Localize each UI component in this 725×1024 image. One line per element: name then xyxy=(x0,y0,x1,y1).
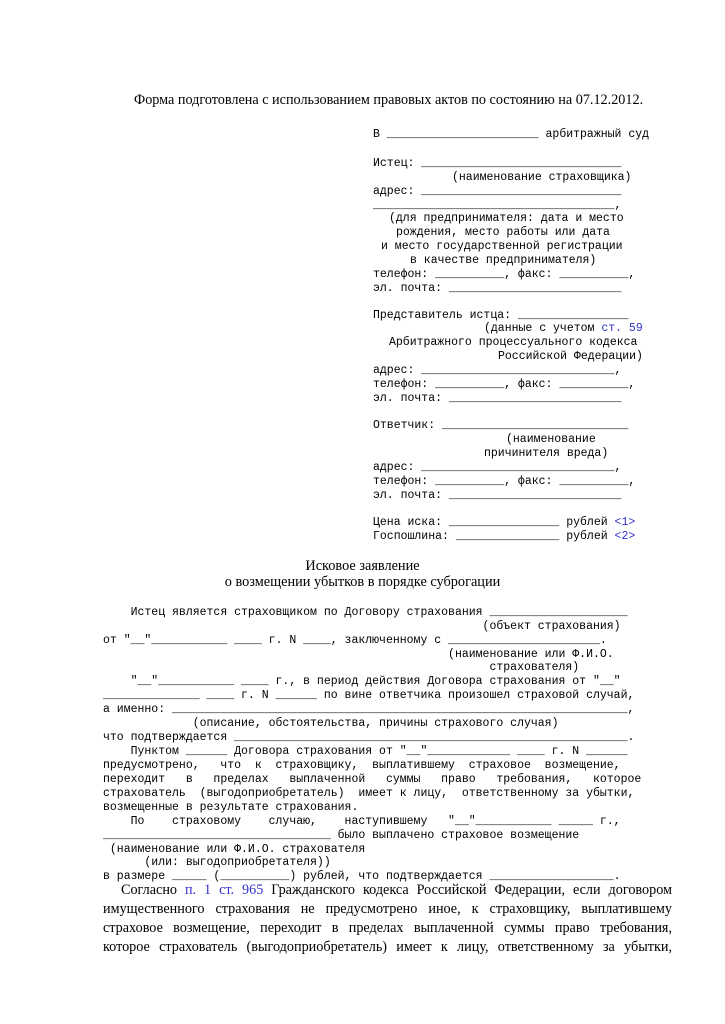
article-965-link[interactable]: п. 1 ст. 965 xyxy=(184,882,264,898)
defendant-caption: причинителя вреда) xyxy=(484,447,609,460)
body-line: (описание, обстоятельства, причины страхового случая) xyxy=(103,717,559,730)
paragraph-line: страховое возмещение, переходит в пределах выплаченной суммы право требования, xyxy=(103,920,672,936)
claim-price-line: Цена иска: ________________ рублей <1> xyxy=(373,516,636,529)
entrepreneur-note: (для предпринимателя: дата и место xyxy=(389,212,624,225)
body-line: (объект страхования) xyxy=(103,620,621,633)
body-line: страхователь (выгодоприобретатель) имеет к лицу, ответственному за убытки, xyxy=(103,787,635,800)
body-line: Пунктом ______ Договора страхования от "__"____________ ____ г. N ______ xyxy=(103,745,628,758)
plaintiff-line: Истец: _____________________________ xyxy=(373,157,622,170)
body-line: (наименование или Ф.И.О. страхователя xyxy=(103,843,366,856)
body-line: а именно: __________________________________________________________________, xyxy=(103,703,635,716)
body-line: предусмотрено, что к страховщику, выплатившему страховое возмещение, xyxy=(103,759,621,772)
plaintiff-address-line: адрес: _____________________________ xyxy=(373,185,622,198)
body-line: переходит в пределах выплаченной суммы право требования, которое xyxy=(103,773,642,786)
plaintiff-caption: (наименование страховщика) xyxy=(452,171,632,184)
footnote-2-link[interactable]: <2> xyxy=(614,530,636,543)
body-line: Истец является страховщиком по Договору страхования ____________________ xyxy=(103,606,628,619)
representative-phone-fax-line: телефон: __________, факс: __________, xyxy=(373,378,636,391)
plaintiff-address-line-2: ___________________________________, xyxy=(373,199,622,212)
body-line: страхователя) xyxy=(103,661,580,674)
document-subtitle: о возмещении убытков в порядке суброгации xyxy=(224,574,501,590)
body-line: ______________ ____ г. N ______ по вине ответчика произошел страховой случай, xyxy=(103,689,635,702)
header-note: Форма подготовлена с использованием правовых актов по состоянию на 07.12.2012. xyxy=(134,92,644,108)
paragraph-line: Согласно п. 1 ст. 965 Гражданского кодекса Российской Федерации, если договором xyxy=(121,882,672,898)
body-line: в размере _____ (__________) рублей, что подтверждается __________________. xyxy=(103,870,621,883)
body-line: (или: выгодоприобретателя)) xyxy=(103,856,331,869)
final-paragraph xyxy=(103,881,672,957)
defendant-caption: (наименование xyxy=(506,433,596,446)
article-59-link[interactable]: ст. 59 xyxy=(601,322,643,335)
entrepreneur-note: и место государственной регистрации xyxy=(381,240,623,253)
entrepreneur-note: в качестве предпринимателя) xyxy=(410,254,597,267)
defendant-phone-fax-line: телефон: __________, факс: __________, xyxy=(373,475,636,488)
paragraph-line: имущественного страхования не предусмотрено иное, к страховщику, выплатившему xyxy=(103,901,672,917)
body-line: _________________________________ было выплачено страховое возмещение xyxy=(103,829,580,842)
defendant-line: Ответчик: ___________________________ xyxy=(373,419,629,432)
representative-email-line: эл. почта: _________________________ xyxy=(373,392,622,405)
representative-caption: Российской Федерации) xyxy=(498,350,643,363)
document-title: Исковое заявление xyxy=(305,558,420,574)
state-fee-line: Госпошлина: _______________ рублей <2> xyxy=(373,530,636,543)
plaintiff-phone-fax-line: телефон: __________, факс: __________, xyxy=(373,268,636,281)
paragraph-line: которое страхователь (выгодоприобретатель) имеет к лицу, ответственному за убытки, xyxy=(103,939,672,955)
body-line: "__"___________ ____ г., в период действия Договора страхования от "__" xyxy=(103,675,621,688)
body-line: (наименование или Ф.И.О. xyxy=(103,648,614,661)
body-line: от "__"___________ ____ г. N ____, заключенному с ______________________. xyxy=(103,634,607,647)
representative-caption: Арбитражного процессуального кодекса xyxy=(389,336,638,349)
body-line: возмещенные в результате страхования. xyxy=(103,801,359,814)
court-line: В ______________________ арбитражный суд xyxy=(373,128,650,141)
representative-address-line: адрес: ____________________________, xyxy=(373,364,622,377)
defendant-address-line: адрес: ____________________________, xyxy=(373,461,622,474)
body-line: По страховому случаю, наступившему "__"___________ _____ г., xyxy=(103,815,621,828)
representative-caption: (данные с учетом ст. 59 xyxy=(484,322,643,335)
defendant-email-line: эл. почта: _________________________ xyxy=(373,489,622,502)
representative-line: Представитель истца: ________________ xyxy=(373,309,629,322)
entrepreneur-note: рождения, место работы или дата xyxy=(396,226,610,239)
footnote-1-link[interactable]: <1> xyxy=(614,516,636,529)
plaintiff-email-line: эл. почта: _________________________ xyxy=(373,282,622,295)
body-line: что подтверждается _________________________________________________________. xyxy=(103,731,635,744)
